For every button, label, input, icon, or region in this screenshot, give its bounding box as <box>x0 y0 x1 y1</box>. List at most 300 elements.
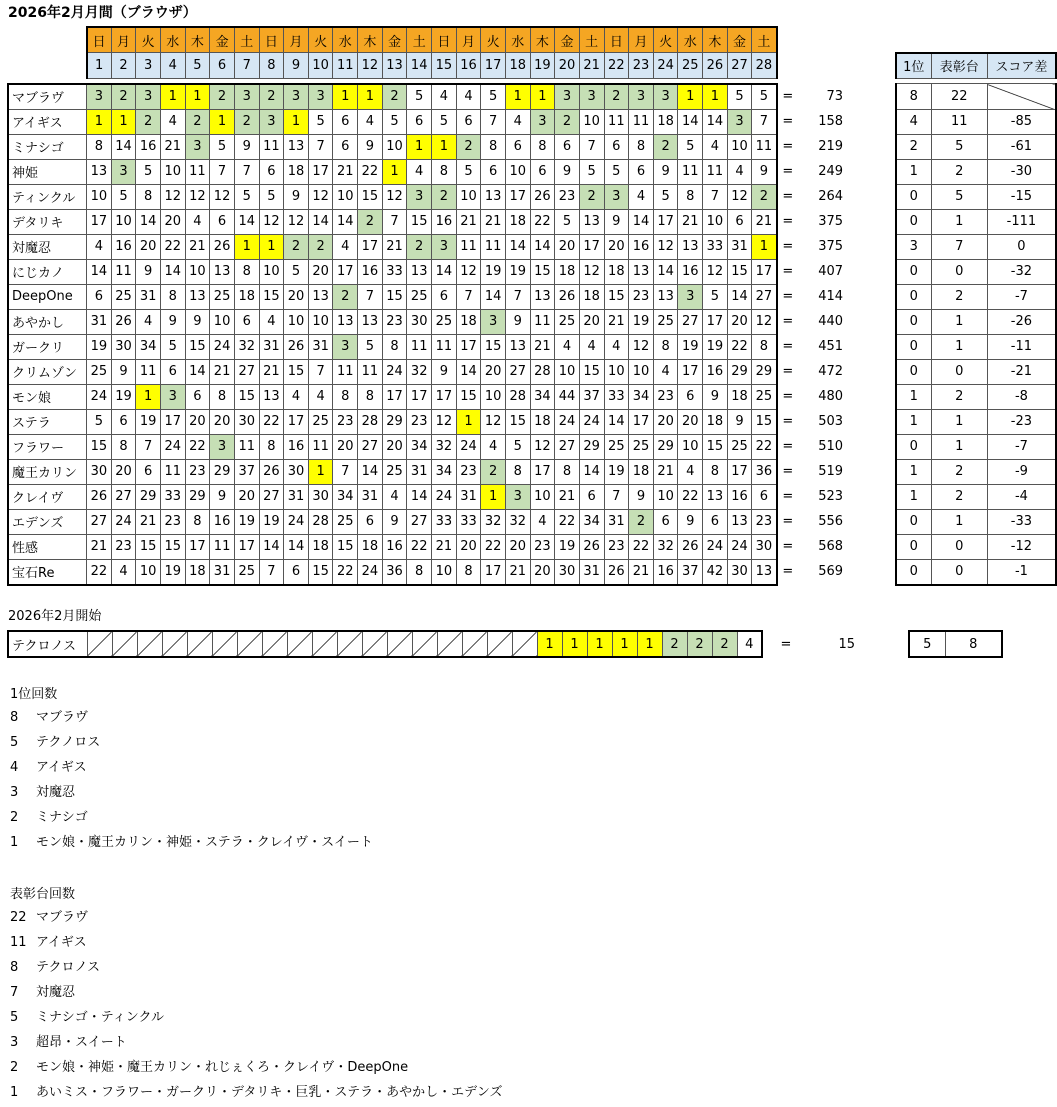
rank-cell: 36 <box>752 459 777 484</box>
rank-cell: 3 <box>579 84 604 110</box>
list-names: 対魔忍 <box>36 985 76 1000</box>
rank-cell: 2 <box>555 109 580 134</box>
rank-cell: 1 <box>87 109 112 134</box>
list-names: マブラヴ <box>36 910 89 925</box>
rank-cell: 8 <box>382 334 407 359</box>
rank-cell: 15 <box>358 184 383 209</box>
equals-sign: = <box>782 464 794 479</box>
rank-cell: 17 <box>505 184 530 209</box>
blank-cell <box>869 559 896 585</box>
rank-cell: 15 <box>259 284 284 309</box>
rank-cell: 14 <box>432 259 457 284</box>
list-count: 8 <box>10 960 19 975</box>
rank-cell: 6 <box>752 484 777 509</box>
rank-cell: 4 <box>727 159 752 184</box>
equals-sign: = <box>782 489 794 504</box>
rank-cell: 26 <box>210 234 235 259</box>
rank-cell: 24 <box>87 384 112 409</box>
podium-count: 1 <box>931 434 987 459</box>
first-count: 3 <box>896 234 931 259</box>
weekday-header: 日 <box>432 27 457 53</box>
empty-cell <box>337 631 362 657</box>
rank-cell: 2 <box>407 234 432 259</box>
rank-cell: 18 <box>629 459 654 484</box>
rank-cell: 21 <box>456 209 481 234</box>
score-diff: -61 <box>987 134 1056 159</box>
score-diff: -30 <box>987 159 1056 184</box>
rank-cell: 25 <box>382 459 407 484</box>
rank-cell: 10 <box>604 359 629 384</box>
rank-cell: 15 <box>160 534 185 559</box>
rank-cell: 18 <box>308 534 333 559</box>
weekday-header: 金 <box>727 27 752 53</box>
rank-cell: 3 <box>160 384 185 409</box>
rank-cell: 4 <box>737 631 762 657</box>
equals-sign: = <box>782 439 794 454</box>
rank-cell: 18 <box>185 559 210 585</box>
rank-cell: 13 <box>407 259 432 284</box>
rank-cell: 4 <box>604 334 629 359</box>
rank-cell: 30 <box>407 309 432 334</box>
rank-cell: 8 <box>653 334 678 359</box>
rank-cell: 17 <box>727 459 752 484</box>
total-score: 510 <box>818 439 844 454</box>
blank-cell <box>869 484 896 509</box>
rank-cell: 17 <box>703 309 728 334</box>
score-diff: -23 <box>987 409 1056 434</box>
rank-cell: 18 <box>555 259 580 284</box>
rank-cell: 5 <box>160 334 185 359</box>
rank-cell: 15 <box>456 384 481 409</box>
rank-cell: 4 <box>358 109 383 134</box>
rank-cell: 6 <box>653 509 678 534</box>
list-item <box>10 755 87 780</box>
rank-cell: 25 <box>308 409 333 434</box>
blank-cell <box>931 27 987 53</box>
weekday-header: 土 <box>407 27 432 53</box>
title-name: デタリキ <box>8 209 87 234</box>
rank-cell: 19 <box>136 409 161 434</box>
rank-cell: 2 <box>712 631 737 657</box>
rank-cell: 4 <box>333 234 358 259</box>
rank-cell: 9 <box>358 134 383 159</box>
rank-cell: 6 <box>555 134 580 159</box>
rank-cell: 29 <box>727 359 752 384</box>
rank-cell: 15 <box>87 434 112 459</box>
rank-cell: 1 <box>505 84 530 110</box>
rank-cell: 5 <box>555 209 580 234</box>
rank-cell: 17 <box>87 209 112 234</box>
rank-cell: 23 <box>407 409 432 434</box>
list-count: 22 <box>10 910 27 925</box>
rank-cell: 30 <box>308 484 333 509</box>
weekday-header: 日 <box>604 27 629 53</box>
rank-cell: 6 <box>358 509 383 534</box>
rank-cell: 19 <box>160 559 185 585</box>
rank-cell: 21 <box>432 534 457 559</box>
rank-cell: 22 <box>259 409 284 434</box>
list-item <box>10 1005 164 1030</box>
rank-cell: 24 <box>579 409 604 434</box>
rank-cell: 33 <box>604 384 629 409</box>
rank-cell: 26 <box>530 184 555 209</box>
rank-cell: 1 <box>234 234 259 259</box>
rank-cell: 4 <box>530 509 555 534</box>
rank-cell: 22 <box>629 534 654 559</box>
rank-cell: 9 <box>653 159 678 184</box>
podium-count: 7 <box>931 234 987 259</box>
first-count: 0 <box>896 309 931 334</box>
rank-cell: 3 <box>111 159 136 184</box>
rank-cell: 34 <box>530 384 555 409</box>
rank-cell: 20 <box>210 409 235 434</box>
rank-cell: 5 <box>234 184 259 209</box>
rank-cell: 9 <box>382 509 407 534</box>
rank-cell: 5 <box>678 134 703 159</box>
list-count: 2 <box>10 1060 19 1075</box>
rank-cell: 32 <box>432 434 457 459</box>
rank-cell: 7 <box>210 159 235 184</box>
rank-cell: 17 <box>752 259 777 284</box>
date-header: 25 <box>678 53 703 79</box>
rank-cell: 3 <box>136 84 161 110</box>
rank-cell: 31 <box>727 234 752 259</box>
table-row <box>8 309 1056 334</box>
rank-cell: 4 <box>481 434 506 459</box>
rank-cell: 2 <box>358 209 383 234</box>
list-item <box>10 955 100 980</box>
rank-cell: 15 <box>530 259 555 284</box>
first-count: 1 <box>896 384 931 409</box>
podium-count: 22 <box>931 84 987 110</box>
score-diff: 0 <box>987 234 1056 259</box>
rank-cell: 4 <box>284 384 309 409</box>
blank-cell <box>869 509 896 534</box>
rank-cell: 10 <box>653 484 678 509</box>
list-names: マブラヴ <box>36 710 89 725</box>
rank-cell: 6 <box>136 459 161 484</box>
podium-count: 0 <box>931 534 987 559</box>
total-score: 375 <box>818 214 844 229</box>
blank-cell <box>869 534 896 559</box>
rank-cell: 7 <box>481 109 506 134</box>
rank-cell: 22 <box>481 534 506 559</box>
table-row <box>8 234 1056 259</box>
list-item <box>10 830 373 855</box>
rank-cell: 21 <box>555 484 580 509</box>
list-item <box>10 705 88 730</box>
rank-cell: 26 <box>259 459 284 484</box>
rank-cell: 8 <box>333 384 358 409</box>
table-row <box>8 434 1056 459</box>
date-header: 13 <box>382 53 407 79</box>
rank-cell: 4 <box>505 109 530 134</box>
rank-cell: 22 <box>752 434 777 459</box>
title-name: エデンズ <box>8 509 87 534</box>
list-names: テクロノス <box>36 960 100 975</box>
tech-row <box>8 631 1002 657</box>
rank-cell: 6 <box>481 159 506 184</box>
rank-cell: 10 <box>160 159 185 184</box>
rank-cell: 3 <box>210 434 235 459</box>
rank-cell: 4 <box>308 384 333 409</box>
rank-cell: 12 <box>653 234 678 259</box>
list-names: ミナシゴ <box>36 810 88 825</box>
total-score: 407 <box>818 264 844 279</box>
rank-cell: 15 <box>752 409 777 434</box>
first-count: 0 <box>896 259 931 284</box>
rank-cell: 13 <box>481 184 506 209</box>
title-name: ミナシゴ <box>8 134 87 159</box>
rank-cell: 11 <box>752 134 777 159</box>
rank-cell: 10 <box>629 359 654 384</box>
podium-count: 2 <box>931 484 987 509</box>
rank-cell: 23 <box>185 459 210 484</box>
equals-sign: = <box>780 636 792 652</box>
rank-cell: 18 <box>727 384 752 409</box>
rank-cell: 1 <box>432 134 457 159</box>
date-header: 18 <box>505 53 530 79</box>
rank-cell: 12 <box>629 334 654 359</box>
rank-cell: 8 <box>530 134 555 159</box>
rank-cell: 1 <box>185 84 210 110</box>
rank-cell: 3 <box>604 184 629 209</box>
rank-cell: 9 <box>505 309 530 334</box>
rank-cell: 6 <box>703 509 728 534</box>
rank-cell: 9 <box>136 259 161 284</box>
rank-cell: 33 <box>703 234 728 259</box>
rank-cell: 9 <box>555 159 580 184</box>
rank-cell: 7 <box>505 284 530 309</box>
rank-cell: 19 <box>629 309 654 334</box>
rank-cell: 1 <box>210 109 235 134</box>
rank-cell: 28 <box>308 509 333 534</box>
title-name: 宝石Re <box>8 559 87 585</box>
table-row <box>8 134 1056 159</box>
empty-cell <box>387 631 412 657</box>
rank-cell: 1 <box>537 631 562 657</box>
rank-cell: 9 <box>234 134 259 159</box>
list-names: モン娘・魔王カリン・神姫・ステラ・クレイヴ・スイート <box>36 835 373 850</box>
rank-cell: 10 <box>136 559 161 585</box>
podium-count: 1 <box>931 309 987 334</box>
rank-cell: 7 <box>752 109 777 134</box>
rank-cell: 26 <box>579 534 604 559</box>
rank-cell: 37 <box>579 384 604 409</box>
empty-cell <box>187 631 212 657</box>
score-diff: -21 <box>987 359 1056 384</box>
blank-cell <box>777 53 799 79</box>
rank-cell: 10 <box>530 484 555 509</box>
list-names: あいミス・フラワー・ガークリ・デタリキ・巨乳・ステラ・あやかし・エデンズ <box>36 1085 503 1100</box>
date-header: 17 <box>481 53 506 79</box>
rank-cell: 25 <box>210 284 235 309</box>
rank-cell: 29 <box>579 434 604 459</box>
rank-cell: 2 <box>629 509 654 534</box>
rank-cell: 17 <box>432 384 457 409</box>
rank-cell: 6 <box>259 159 284 184</box>
list-count: 1 <box>10 835 19 850</box>
weekday-header-row <box>8 27 1056 53</box>
rank-cell: 1 <box>333 84 358 110</box>
empty-cell <box>137 631 162 657</box>
total-score: 451 <box>818 339 844 354</box>
equals-sign: = <box>782 339 794 354</box>
rank-cell: 32 <box>234 334 259 359</box>
date-header: 11 <box>333 53 358 79</box>
score-diff: -111 <box>987 209 1056 234</box>
title-name: あやかし <box>8 309 87 334</box>
first-count: 0 <box>896 209 931 234</box>
rank-cell: 7 <box>308 134 333 159</box>
rank-cell: 12 <box>579 259 604 284</box>
rank-cell: 15 <box>481 334 506 359</box>
rank-cell: 7 <box>703 184 728 209</box>
rank-cell: 5 <box>604 159 629 184</box>
title-name: モン娘 <box>8 384 87 409</box>
rank-cell: 23 <box>752 509 777 534</box>
rank-cell: 8 <box>505 459 530 484</box>
rank-cell: 18 <box>284 159 309 184</box>
rank-cell: 28 <box>505 384 530 409</box>
rank-cell: 3 <box>727 109 752 134</box>
rank-cell: 6 <box>333 109 358 134</box>
rank-cell: 4 <box>136 309 161 334</box>
rank-cell: 11 <box>530 309 555 334</box>
rank-cell: 16 <box>432 209 457 234</box>
rank-cell: 14 <box>653 259 678 284</box>
rank-cell: 14 <box>505 234 530 259</box>
rank-cell: 2 <box>234 109 259 134</box>
rank-cell: 25 <box>87 359 112 384</box>
rank-cell: 12 <box>530 434 555 459</box>
rank-cell: 7 <box>136 434 161 459</box>
podium-count: 0 <box>931 559 987 585</box>
rank-cell: 19 <box>111 384 136 409</box>
rank-cell: 5 <box>456 159 481 184</box>
rank-cell: 13 <box>185 284 210 309</box>
date-header: 4 <box>160 53 185 79</box>
rank-cell: 16 <box>703 359 728 384</box>
rank-cell: 15 <box>604 284 629 309</box>
rank-cell: 17 <box>407 384 432 409</box>
blank-cell <box>798 53 869 79</box>
rank-cell: 6 <box>185 384 210 409</box>
rank-cell: 19 <box>678 334 703 359</box>
rank-cell: 31 <box>284 484 309 509</box>
rank-cell: 14 <box>604 409 629 434</box>
rank-cell: 24 <box>111 509 136 534</box>
rank-cell: 14 <box>358 459 383 484</box>
rank-cell: 24 <box>555 409 580 434</box>
rank-cell: 14 <box>579 459 604 484</box>
score-diff: -1 <box>987 559 1056 585</box>
rank-cell: 10 <box>382 134 407 159</box>
rank-cell: 2 <box>604 84 629 110</box>
rank-cell: 19 <box>703 334 728 359</box>
total-score: 440 <box>818 314 844 329</box>
rank-cell: 1 <box>530 84 555 110</box>
empty-cell <box>212 631 237 657</box>
table-row <box>8 284 1056 309</box>
rank-cell: 15 <box>505 409 530 434</box>
rank-cell: 8 <box>358 384 383 409</box>
rank-cell: 9 <box>703 384 728 409</box>
score-diff: -7 <box>987 284 1056 309</box>
rank-cell: 21 <box>160 134 185 159</box>
rank-cell: 31 <box>259 334 284 359</box>
score-diff: -4 <box>987 484 1056 509</box>
rank-cell: 24 <box>382 359 407 384</box>
empty-cell <box>362 631 387 657</box>
rank-cell: 33 <box>160 484 185 509</box>
rank-cell: 31 <box>579 559 604 585</box>
podium-count: 11 <box>931 109 987 134</box>
rank-cell: 33 <box>456 509 481 534</box>
rank-cell: 20 <box>185 409 210 434</box>
rank-cell: 7 <box>604 484 629 509</box>
rank-cell: 7 <box>333 459 358 484</box>
date-header: 20 <box>555 53 580 79</box>
blank-cell <box>869 53 896 79</box>
rank-cell: 13 <box>678 234 703 259</box>
weekday-header: 土 <box>234 27 259 53</box>
rank-cell: 34 <box>136 334 161 359</box>
rank-cell: 19 <box>481 259 506 284</box>
rank-cell: 15 <box>333 534 358 559</box>
rank-cell: 15 <box>185 334 210 359</box>
rank-cell: 6 <box>629 159 654 184</box>
rank-cell: 9 <box>160 309 185 334</box>
blank-cell <box>869 184 896 209</box>
blank-cell <box>869 234 896 259</box>
page-title: 2026年2月月間（ブラウザ） <box>8 5 197 21</box>
podium-count: 1 <box>931 509 987 534</box>
rank-cell: 26 <box>111 309 136 334</box>
rank-cell: 8 <box>432 159 457 184</box>
rank-cell: 8 <box>629 134 654 159</box>
total-score: 15 <box>838 636 855 652</box>
rank-cell: 24 <box>284 509 309 534</box>
empty-cell <box>112 631 137 657</box>
rank-cell: 4 <box>160 109 185 134</box>
rank-cell: 31 <box>407 459 432 484</box>
rank-cell: 17 <box>382 384 407 409</box>
rank-cell: 31 <box>456 484 481 509</box>
rank-cell: 2 <box>456 134 481 159</box>
rank-cell: 11 <box>432 334 457 359</box>
list-item <box>10 930 87 955</box>
rank-cell: 10 <box>87 184 112 209</box>
rank-cell: 37 <box>678 559 703 585</box>
rank-cell: 7 <box>259 559 284 585</box>
weekday-header: 土 <box>579 27 604 53</box>
table-row <box>8 209 1056 234</box>
date-header: 8 <box>259 53 284 79</box>
rank-cell: 8 <box>87 134 112 159</box>
rank-cell: 25 <box>407 284 432 309</box>
rank-cell: 6 <box>111 409 136 434</box>
rank-cell: 27 <box>678 309 703 334</box>
date-header: 24 <box>653 53 678 79</box>
title-name: にじカノ <box>8 259 87 284</box>
rank-cell: 19 <box>87 334 112 359</box>
rank-cell: 10 <box>284 309 309 334</box>
list-count: 3 <box>10 785 19 800</box>
blank-cell <box>869 284 896 309</box>
rank-cell: 19 <box>259 509 284 534</box>
rank-cell: 10 <box>432 559 457 585</box>
